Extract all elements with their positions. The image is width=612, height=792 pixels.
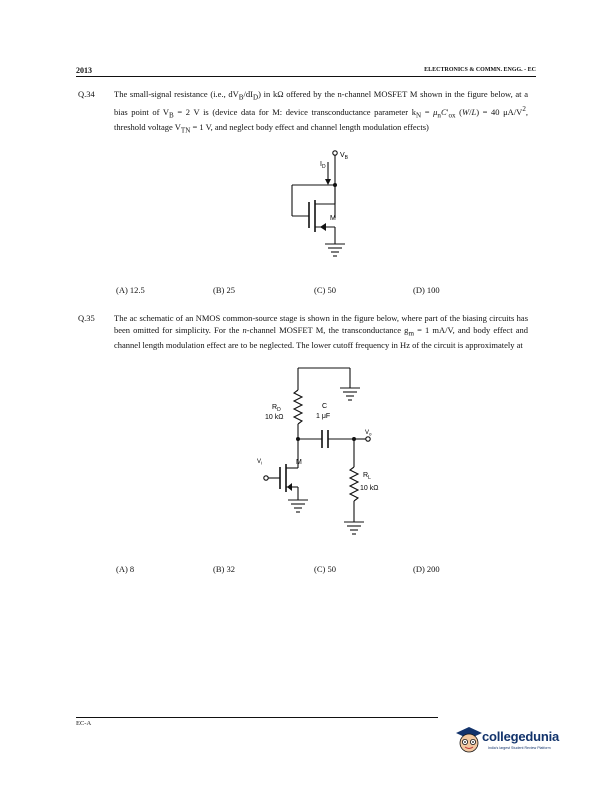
label-rl-value: 10 kΩ [360,485,379,492]
header-year: 2013 [76,66,92,75]
q35-option-a[interactable]: (A) 8 [116,564,135,574]
collegedunia-logo-icon [455,725,483,755]
label-rd: $R_D$ [272,404,281,413]
vi-terminal [264,476,268,480]
logo-name[interactable]: collegedunia [482,729,560,744]
label-vi: $V_i$ [257,459,263,466]
q34-circuit [280,148,360,273]
q34-option-d[interactable]: (D) 100 [413,285,440,295]
label-vb: $V_B$ [340,152,349,161]
q35-number: Q.35 [78,313,95,323]
label-id: $I_D$ [320,161,326,170]
label-c-value: 1 μF [316,413,331,420]
q35-option-b[interactable]: (B) 32 [213,564,235,574]
logo-tagline: India's largest Student Review Platform [488,746,551,750]
label-rl: $R_L$ [363,472,371,481]
label-vo: $V_o$ [365,430,372,437]
q34-option-c[interactable]: (C) 50 [314,285,336,295]
footer-rule [76,717,438,718]
header-subject: ELECTRONICS & COMMN. ENGG. - EC [424,67,536,73]
rl-resistor [350,467,358,501]
q34-option-a[interactable]: (A) 12.5 [116,285,145,295]
vo-terminal [366,437,370,441]
q35-text: The ac schematic of an NMOS common-source stage is shown in the figure below, where part of the biasing circuits has been omitted for simplicity. For the n-channel MOSFET M, the transconductance $g_m = 1$ mA/V, and body effect and channel length modulation effect are to be neglected. The lower cutoff frequency in Hz of the circuit is approximately at [114,313,528,350]
label-m: M [330,215,336,222]
footer-code: EC-A [76,720,92,727]
label-m: M [296,459,302,466]
q35-option-d[interactable]: (D) 200 [413,564,440,574]
q34-option-b[interactable]: (B) 25 [213,285,235,295]
q35-option-c[interactable]: (C) 50 [314,564,336,574]
rd-resistor [294,390,302,424]
label-c: C [322,403,328,410]
q34-text: The small-signal resistance (i.e., $dV_B/dI_D$) in kΩ offered by the n-channel MOSFET M shown in the figure below, at a bias point of $V_B = 2$ V is (device data for M: device transconductance parameter $k_N = \mu_nC'_{ox}$ (W/L) = 40 $\mu A/V^2$, threshold voltage $V_{TN} = 1$ V, and neglect body effect and channel length modulation effects) [114,89,528,136]
q34-number: Q.34 [78,89,95,99]
vb-terminal [333,151,337,155]
q35-circuit [250,362,380,552]
label-rd-value: 10 kΩ [265,414,284,421]
header-rule [76,76,536,77]
